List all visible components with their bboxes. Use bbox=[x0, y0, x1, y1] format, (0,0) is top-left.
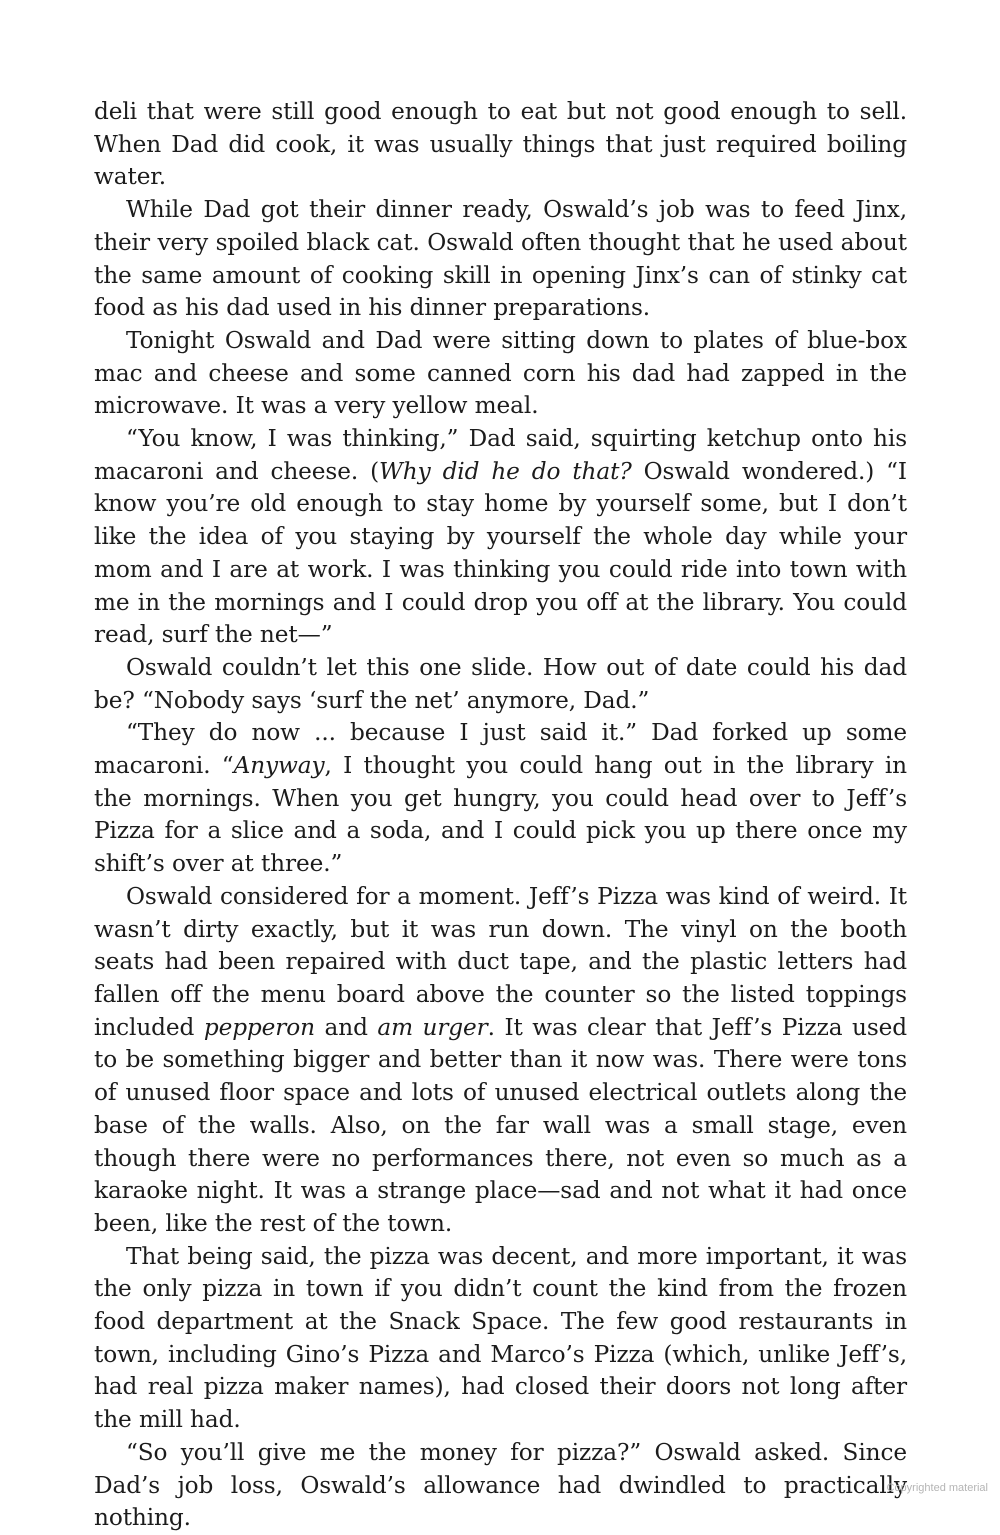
italic-text: am urger bbox=[377, 1013, 488, 1041]
paragraph bbox=[94, 1241, 907, 1437]
paragraph-continuation bbox=[94, 96, 907, 194]
text-run: Oswald wondered.) “I know you’re old enough to stay home by yourself some, but I don’t like the idea of you staying by yourself the whole day while your mom and I are at work. I was thinking you could ride into town with me in the mornings and I could drop you off at the library. You could read, surf the net—” bbox=[94, 457, 907, 649]
text-run: , I thought you could hang out in the library in the mornings. When you get hungry, you could head over to Jeff’s Pizza for a slice and a soda, and I could pick you up there once my shift’s over at three.” bbox=[94, 752, 907, 878]
paragraph bbox=[94, 652, 907, 717]
text-run: That being said, the pizza was decent, and more important, it was the only pizza in town if you didn’t count the kind from the frozen food department at the Snack Space. The few good restaurants in town, including Gino’s Pizza and Marco’s Pizza (which, unlike Jeff’s, had real pizza maker names), had closed their doors not long after the mill had. bbox=[94, 1242, 907, 1434]
text-run: and bbox=[314, 1013, 378, 1041]
text-run: “You know, I was thinking,” Dad said, squirting ketchup onto his macaroni and cheese. ( bbox=[94, 425, 907, 485]
italic-text: Why did he do that? bbox=[379, 457, 632, 485]
page-body bbox=[94, 96, 907, 1535]
paragraph bbox=[94, 1437, 907, 1535]
text-run: Oswald couldn’t let this one slide. How out of date could his dad be? “Nobody says ‘surf the net’ anymore, Dad.” bbox=[94, 653, 907, 714]
text-run: While Dad got their dinner ready, Oswald’s job was to feed Jinx, their very spoiled black cat. Oswald often thought that he used about the same amount of cooking skill in opening Jinx’s can of stinky cat food as his dad used in his dinner preparations. bbox=[94, 196, 907, 322]
paragraph bbox=[94, 194, 907, 325]
text-run: . It was clear that Jeff’s Pizza used to be something bigger and better than it now was. There were tons of unused floor space and lots of unused electrical outlets along the base of the walls. Also, on the far wall was a small stage, even though there were no performances there, not even so much as a karaoke night. It was a strange place—sad and not what it had once been, like the rest of the town. bbox=[94, 1013, 908, 1237]
italic-text: pepperon bbox=[203, 1013, 315, 1041]
paragraph bbox=[94, 881, 907, 1241]
text-run: deli that were still good enough to eat but not good enough to sell. When Dad did cook, it was usually things that just required boiling water. bbox=[94, 98, 907, 191]
paragraph bbox=[94, 423, 907, 652]
copyright-watermark: Copyrighted material bbox=[886, 1482, 988, 1494]
text-run: “They do now ... because I just said it.” Dad forked up some macaroni. “ bbox=[94, 719, 907, 780]
paragraph bbox=[94, 717, 907, 881]
paragraph bbox=[94, 325, 907, 423]
text-run: Oswald considered for a moment. Jeff’s Pizza was kind of weird. It wasn’t dirty exactly, but it was run down. The vinyl on the booth seats had been repaired with duct tape, and the plastic letters had fallen off the menu board above the counter so the listed toppings included bbox=[94, 882, 907, 1041]
text-run: “So you’ll give me the money for pizza?” Oswald asked. Since Dad’s job loss, Oswald’s allowance had dwindled to practically nothing. bbox=[94, 1438, 907, 1532]
text-run: Tonight Oswald and Dad were sitting down to plates of blue-box mac and cheese and some canned corn his dad had zapped in the microwave. It was a very yellow meal. bbox=[94, 326, 907, 420]
italic-text: Anyway bbox=[233, 752, 325, 780]
